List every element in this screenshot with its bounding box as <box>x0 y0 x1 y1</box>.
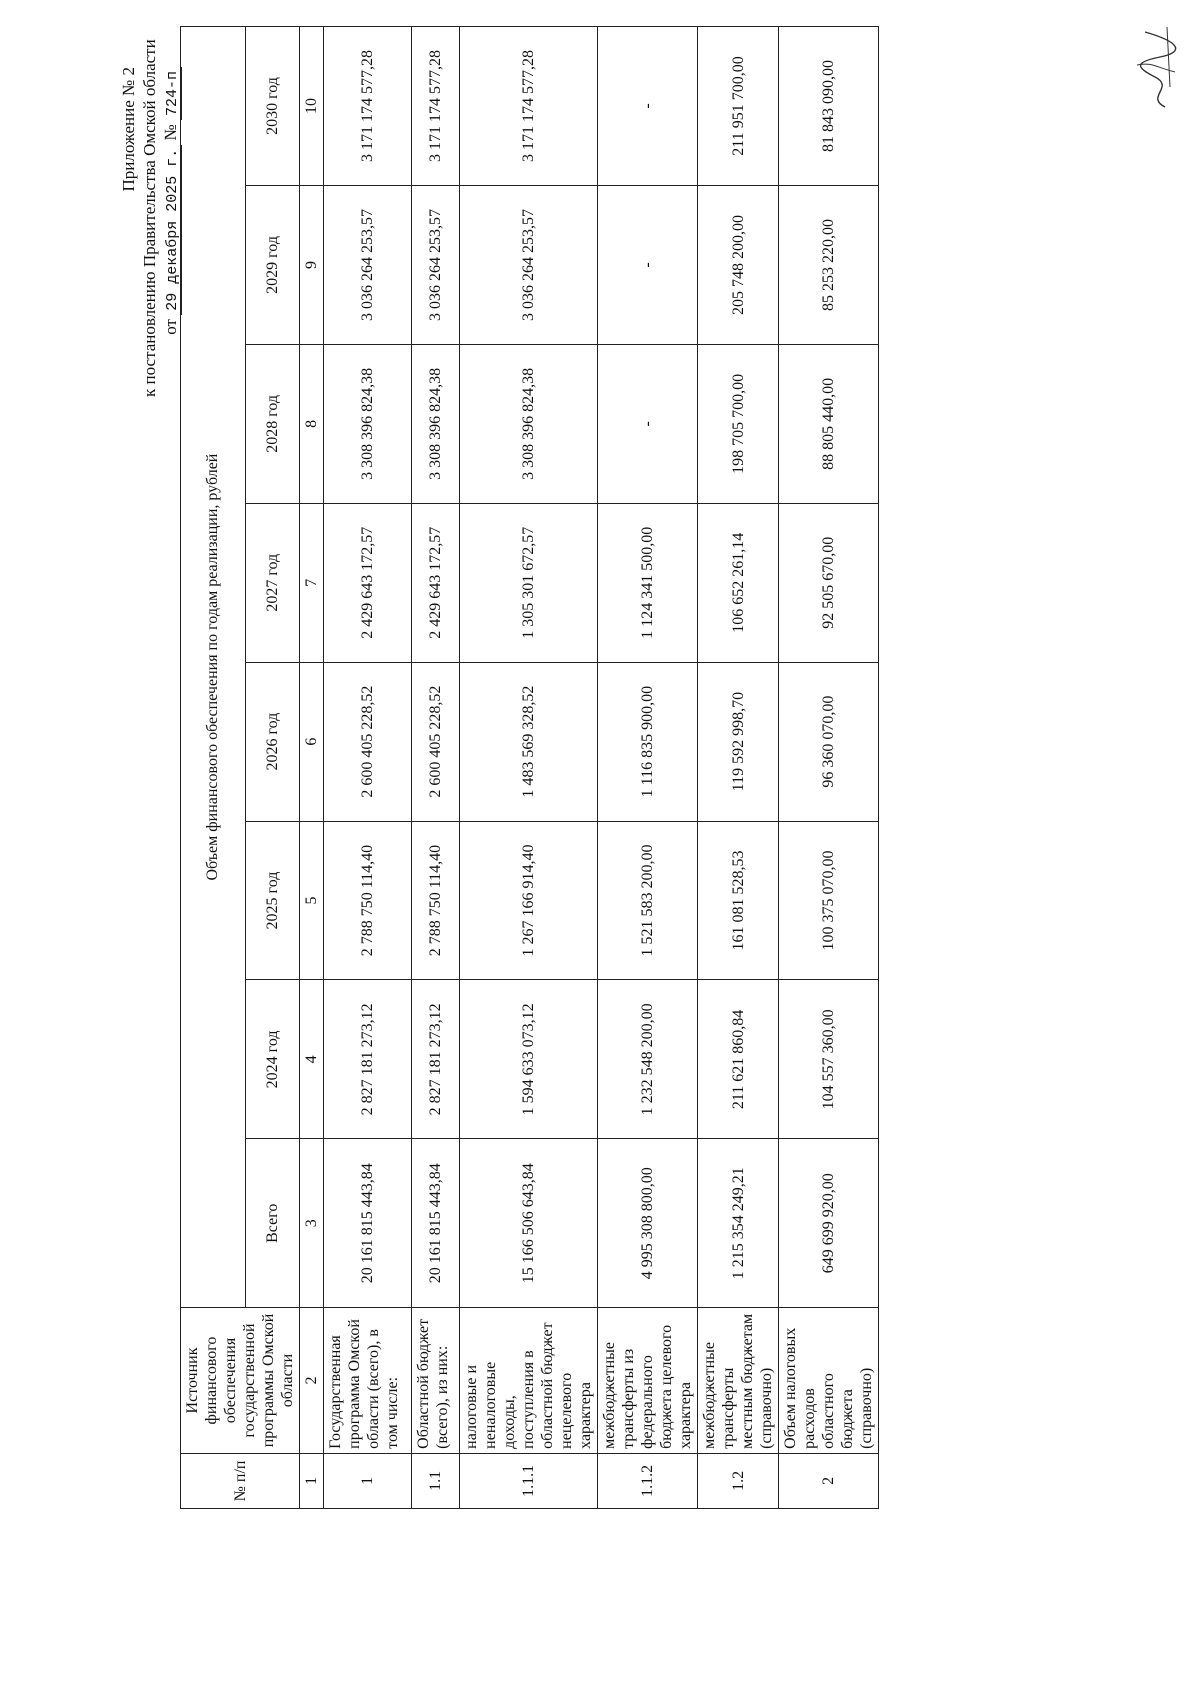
header-year-2026: 2026 год <box>245 662 299 821</box>
value-2029: - <box>598 186 698 345</box>
row-number: 1.1 <box>412 1453 460 1508</box>
value-2026: 1 116 835 900,00 <box>598 662 698 821</box>
value-2027: 2 429 643 172,57 <box>412 503 460 662</box>
value-total: 15 166 506 643,84 <box>460 1139 598 1308</box>
value-2029: 85 253 220,00 <box>779 186 879 345</box>
value-2024: 211 621 860,84 <box>698 980 779 1139</box>
value-2026: 1 483 569 328,52 <box>460 662 598 821</box>
column-number: 6 <box>300 662 324 821</box>
value-2026: 2 600 405 228,52 <box>412 662 460 821</box>
value-2025: 2 788 750 114,40 <box>412 821 460 980</box>
header-year-2029: 2029 год <box>245 186 299 345</box>
table-row <box>412 27 460 1509</box>
column-numbers-row <box>300 27 324 1509</box>
value-2030: 81 843 090,00 <box>779 27 879 186</box>
row-source: Областной бюджет (всего), из них: <box>412 1308 460 1454</box>
row-number: 1.2 <box>698 1453 779 1508</box>
value-2028: 3 308 396 824,38 <box>412 344 460 503</box>
financing-table <box>180 26 879 1509</box>
value-2028: 88 805 440,00 <box>779 344 879 503</box>
value-2030: 3 171 174 577,28 <box>412 27 460 186</box>
row-number: 1.1.2 <box>598 1453 698 1508</box>
value-2026: 96 360 070,00 <box>779 662 879 821</box>
value-total: 20 161 815 443,84 <box>412 1139 460 1308</box>
value-2028: 198 705 700,00 <box>698 344 779 503</box>
row-number: 2 <box>779 1453 879 1508</box>
header-year-2025: 2025 год <box>245 821 299 980</box>
table-row <box>324 27 412 1509</box>
value-2024: 1 232 548 200,00 <box>598 980 698 1139</box>
row-source: Объем налоговых расходов областного бюджета (справочно) <box>779 1308 879 1454</box>
header-year-2024: 2024 год <box>245 980 299 1139</box>
value-total: 649 699 920,00 <box>779 1139 879 1308</box>
value-total: 4 995 308 800,00 <box>598 1139 698 1308</box>
row-number: 1 <box>324 1453 412 1508</box>
value-2029: 3 036 264 253,57 <box>324 186 412 345</box>
value-2027: 2 429 643 172,57 <box>324 503 412 662</box>
value-2028: 3 308 396 824,38 <box>460 344 598 503</box>
value-total: 20 161 815 443,84 <box>324 1139 412 1308</box>
row-source: Государственная программа Омской области (всего), в том числе: <box>324 1308 412 1454</box>
resolution-title: к постановлению Правительства Омской области <box>140 39 159 397</box>
value-2024: 2 827 181 273,12 <box>412 980 460 1139</box>
value-total: 1 215 354 249,21 <box>698 1139 779 1308</box>
value-2028: 3 308 396 824,38 <box>324 344 412 503</box>
value-2026: 2 600 405 228,52 <box>324 662 412 821</box>
row-source: налоговые и неналоговые доходы, поступления в областной бюджет нецелевого характера <box>460 1308 598 1454</box>
value-2024: 104 557 360,00 <box>779 980 879 1139</box>
value-2029: 3 036 264 253,57 <box>460 186 598 345</box>
column-number: 7 <box>300 503 324 662</box>
number-value: 724-п <box>164 67 182 120</box>
header-year-2028: 2028 год <box>245 344 299 503</box>
column-number: 2 <box>300 1308 324 1454</box>
appendix-title: Приложение № 2 <box>119 67 138 192</box>
approval-stamp <box>118 39 183 397</box>
column-number: 8 <box>300 344 324 503</box>
value-2027: 1 124 341 500,00 <box>598 503 698 662</box>
value-2030: - <box>598 27 698 186</box>
value-2024: 2 827 181 273,12 <box>324 980 412 1139</box>
value-2025: 1 521 583 200,00 <box>598 821 698 980</box>
value-2028: - <box>598 344 698 503</box>
header-year-2027: 2027 год <box>245 503 299 662</box>
header-source: Источник финансового обеспечения государственной программы Омской области <box>181 1308 300 1454</box>
row-number: 1.1.1 <box>460 1453 598 1508</box>
value-2030: 3 171 174 577,28 <box>460 27 598 186</box>
value-2027: 92 505 670,00 <box>779 503 879 662</box>
row-source: межбюджетные трансферты из федерального бюджета целевого характера <box>598 1308 698 1454</box>
number-prefix: № <box>161 124 180 141</box>
table-row <box>460 27 598 1509</box>
value-2025: 1 267 166 914,40 <box>460 821 598 980</box>
value-2030: 211 951 700,00 <box>698 27 779 186</box>
column-number: 10 <box>300 27 324 186</box>
date-prefix: от <box>161 319 180 335</box>
value-2029: 205 748 200,00 <box>698 186 779 345</box>
column-number: 5 <box>300 821 324 980</box>
table-row <box>698 27 779 1509</box>
value-2024: 1 594 633 073,12 <box>460 980 598 1139</box>
value-2027: 106 652 261,14 <box>698 503 779 662</box>
table-row <box>598 27 698 1509</box>
column-number: 1 <box>300 1453 324 1508</box>
header-year-2030: 2030 год <box>245 27 299 186</box>
header-number: № п/п <box>181 1453 300 1508</box>
column-number: 4 <box>300 980 324 1139</box>
header-group: Объем финансового обеспечения по годам реализации, рублей <box>181 27 246 1308</box>
value-2025: 2 788 750 114,40 <box>324 821 412 980</box>
header-total: Всего <box>245 1139 299 1308</box>
column-number: 3 <box>300 1139 324 1308</box>
value-2025: 100 375 070,00 <box>779 821 879 980</box>
date-value: 29 декабря 2025 г. <box>164 145 182 315</box>
value-2029: 3 036 264 253,57 <box>412 186 460 345</box>
table-row <box>779 27 879 1509</box>
value-2025: 161 081 528,53 <box>698 821 779 980</box>
column-number: 9 <box>300 186 324 345</box>
signature-icon <box>1125 17 1185 117</box>
value-2026: 119 592 998,70 <box>698 662 779 821</box>
row-source: межбюджетные трансферты местным бюджетам (справочно) <box>698 1308 779 1454</box>
value-2030: 3 171 174 577,28 <box>324 27 412 186</box>
value-2027: 1 305 301 672,57 <box>460 503 598 662</box>
